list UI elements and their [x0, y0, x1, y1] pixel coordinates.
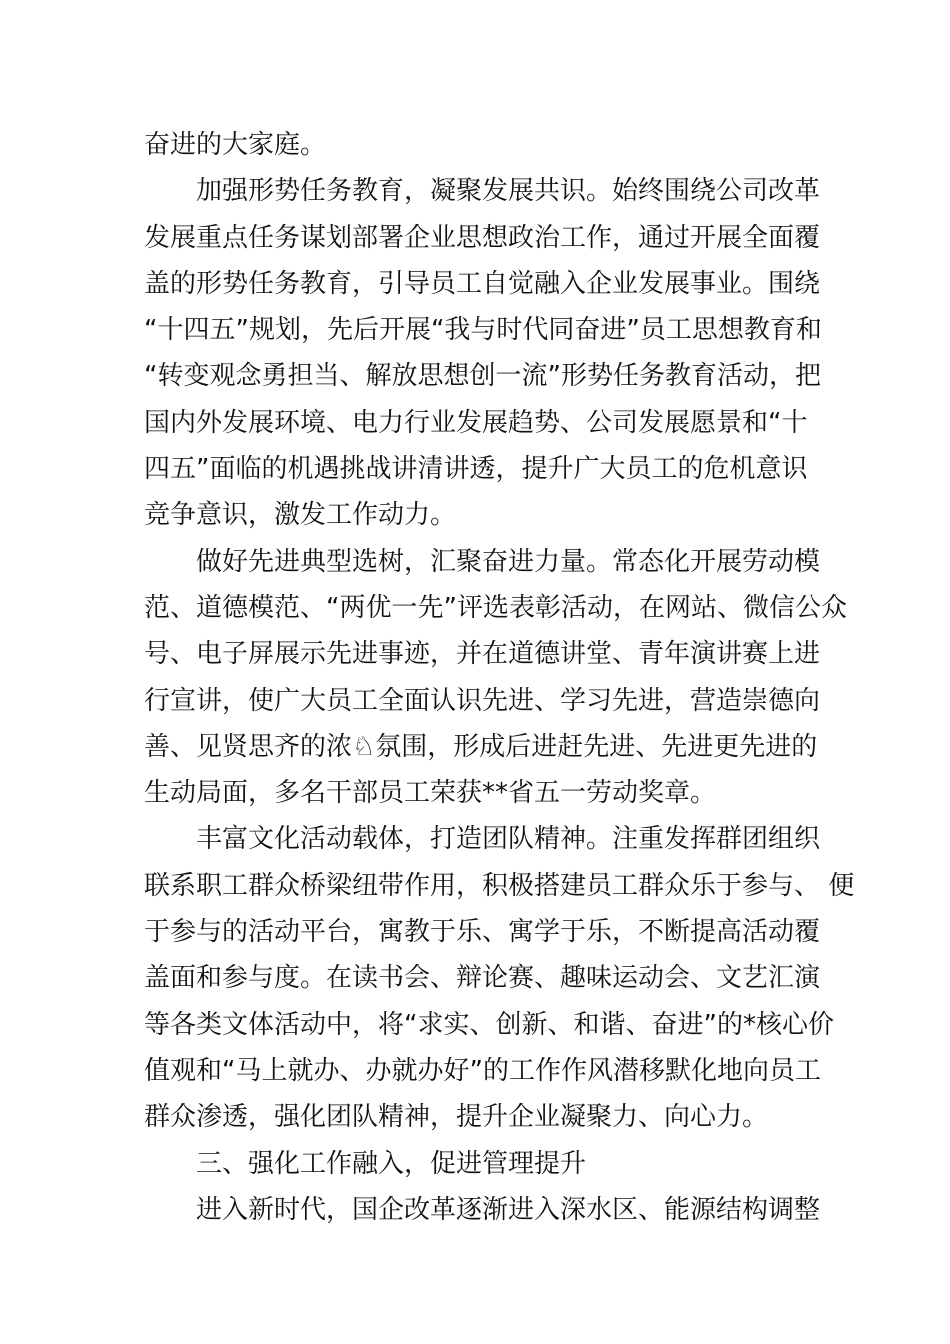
document-body — [144, 122, 855, 1233]
paragraph-line: 善、见贤思齐的浓♘氛围，形成后进赶先进、先进更先进的 — [144, 731, 818, 762]
paragraph-line: 盖的形势任务教育，引导员工自觉融入企业发展事业。围绕 — [144, 268, 821, 299]
paragraph-line: 做好先进典型选树，汇聚奋进力量。常态化开展劳动模 — [196, 546, 821, 577]
paragraph-line: 联系职工群众桥梁纽带作用，积极搭建员工群众乐于参与、 便 — [144, 870, 855, 901]
paragraph-line: 范、道德模范、“两优一先”评选表彰活动，在网站、微信公众 — [144, 592, 847, 623]
paragraph-line: 盖面和参与度。在读书会、辩论赛、趣味运动会、文艺汇演 — [144, 963, 821, 994]
paragraph-line: 国内外发展环境、电力行业发展趋势、公司发展愿景和“十 — [144, 407, 808, 438]
paragraph-line: 群众渗透，强化团队精神，提升企业凝聚力、向心力。 — [144, 1102, 769, 1133]
paragraph-line: “十四五”规划，先后开展“我与时代同奋进”员工思想教育和 — [144, 315, 822, 346]
paragraph-line: 进入新时代，国企改革逐渐进入深水区、能源结构调整 — [196, 1194, 821, 1225]
paragraph-line: 四五”面临的机遇挑战讲清讲透，提升广大员工的危机意识 — [144, 454, 808, 485]
paragraph-line: 于参与的活动平台，寓教于乐、寓学于乐，不断提高活动覆 — [144, 917, 821, 948]
paragraph-line: 发展重点任务谋划部署企业思想政治工作，通过开展全面覆 — [144, 222, 821, 253]
paragraph-line: 值观和“马上就办、办就办好”的工作作风潜移默化地向员工 — [144, 1055, 821, 1086]
paragraph-line: 号、电子屏展示先进事迹，并在道德讲堂、青年演讲赛上进 — [144, 639, 821, 670]
paragraph-line: 生动局面，多名干部员工荣获**省五一劳动奖章。 — [144, 778, 717, 809]
paragraph-line: 奋进的大家庭。 — [144, 130, 327, 160]
section-heading: 三、强化工作融入，促进管理提升 — [196, 1148, 587, 1179]
paragraph-line: 行宣讲，使广大员工全面认识先进、学习先进，营造崇德向 — [144, 685, 821, 716]
paragraph-line: “转变观念勇担当、解放思想创一流”形势任务教育活动，把 — [144, 361, 821, 392]
paragraph-line: 等各类文体活动中，将“求实、创新、和谐、奋进”的*核心价 — [144, 1009, 834, 1040]
paragraph-line: 丰富文化活动载体，打造团队精神。注重发挥群团组织 — [196, 824, 821, 855]
paragraph-line: 竞争意识，激发工作动力。 — [144, 500, 457, 531]
paragraph-line: 加强形势任务教育，凝聚发展共识。始终围绕公司改革 — [196, 176, 821, 207]
